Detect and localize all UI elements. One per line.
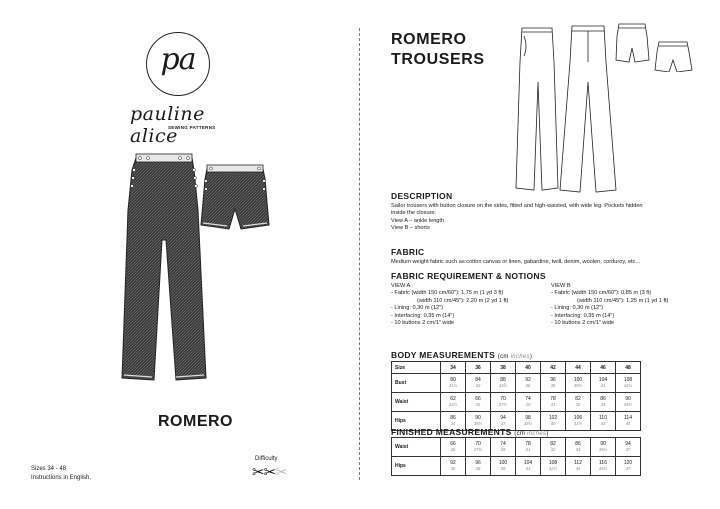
measure-cell: 94 37 — [616, 438, 641, 457]
view-a-requirements — [391, 283, 551, 327]
description-text — [391, 203, 691, 233]
trousers-illustration — [118, 150, 210, 385]
description-heading: DESCRIPTION — [391, 191, 453, 201]
sizes-line: Sizes 34 - 48 — [31, 466, 67, 472]
measure-cell: 88 34½ — [491, 374, 516, 393]
row-label: Waist — [392, 393, 441, 412]
measure-cell: 86 34 — [591, 393, 616, 412]
size-header: Size — [392, 362, 441, 374]
requirement-line: - 10 buttons 2 cm/1" wide — [551, 320, 614, 327]
size-cell: 38 — [491, 362, 516, 374]
measure-cell: 90 35½ — [591, 438, 616, 457]
description-line: View B – shorts — [391, 225, 430, 232]
measure-cell: 74 29 — [491, 438, 516, 457]
measure-cell: 66 26 — [441, 438, 466, 457]
page-title — [391, 30, 485, 70]
unit-cm: (cm — [497, 354, 509, 360]
description-line: inside the closure. — [391, 210, 437, 217]
measure-cell: 92 36 — [516, 374, 541, 393]
measure-cell: 92 36 — [441, 457, 466, 476]
row-label: Bust — [392, 374, 441, 393]
technical-drawing-trousers — [512, 22, 622, 194]
measure-cell: 100 39 — [491, 457, 516, 476]
language-line: Instructions in English. — [31, 475, 92, 481]
size-cell: 44 — [566, 362, 591, 374]
measure-cell: 84 33 — [466, 374, 491, 393]
measure-cell: 102 40 — [541, 412, 566, 431]
requirement-line: - 10 buttons 2 cm/1" wide — [391, 320, 454, 327]
measure-cell: 100 39½ — [566, 374, 591, 393]
measure-cell: 106 41½ — [566, 412, 591, 431]
measure-cell: 86 34 — [566, 438, 591, 457]
fabric-text: Medium weight fabric such as cotton canvas or linen, gabardine, twill, denim, woolen, corduroy, etc... — [391, 259, 640, 265]
heading-text: FINISHED MEASUREMENTS — [391, 427, 512, 437]
body-measurements-heading — [391, 350, 532, 360]
measure-cell: 104 41 — [591, 374, 616, 393]
description-line: Sailor trousers with button closure on the sides, fitted and high-waisted, with wide leg. Pockets hidden — [391, 203, 643, 209]
row-label: Waist — [392, 438, 441, 457]
size-cell: 34 — [441, 362, 466, 374]
unit-close: ) — [529, 354, 533, 360]
pattern-name: ROMERO — [158, 413, 233, 430]
view-a-title: VIEW A — [391, 283, 411, 289]
table-row — [392, 457, 641, 476]
technical-drawing-shorts — [615, 20, 695, 72]
requirement-line: - Interfacing: 0,35 m (14") — [551, 312, 615, 319]
table-header-row — [392, 362, 641, 374]
measure-cell: 108 42½ — [541, 457, 566, 476]
brand-subtitle: SEWING PATTERNS — [168, 125, 216, 130]
view-b-requirements — [551, 283, 701, 327]
row-label: Hips — [392, 457, 441, 476]
measure-cell: 96 38 — [541, 374, 566, 393]
measure-cell: 112 44 — [566, 457, 591, 476]
measure-cell: 82 32 — [566, 393, 591, 412]
scissors-icon: ✂ — [263, 464, 276, 481]
measure-cell: 82 32 — [541, 438, 566, 457]
size-cell: 46 — [591, 362, 616, 374]
measure-cell: 94 37 — [491, 412, 516, 431]
size-cell: 42 — [541, 362, 566, 374]
unit-close: ) — [546, 431, 549, 437]
body-measurements-table — [391, 361, 641, 431]
measure-cell: 96 38 — [466, 457, 491, 476]
requirement-line: (width 110 cm/45"): 1,25 m (1 yd 1 ft) — [577, 297, 669, 304]
requirements-heading: FABRIC REQUIREMENT & NOTIONS — [391, 271, 546, 281]
requirement-line: - Fabric (width 150 cm/60"): 1,75 m (1 yd 3 ft) — [391, 290, 504, 297]
measure-cell: 110 43 — [591, 412, 616, 431]
view-b-title: VIEW B — [551, 283, 571, 289]
title-line-2: TROUSERS — [391, 51, 485, 68]
description-line: View A – ankle length — [391, 217, 445, 224]
page-divider — [359, 28, 360, 480]
measure-cell: 80 31½ — [441, 374, 466, 393]
requirement-line: - Fabric (width 150 cm/60"): 0,85 m (3 ft) — [551, 290, 652, 297]
measure-cell: 78 31 — [516, 438, 541, 457]
finished-measurements-heading — [391, 427, 549, 437]
measure-cell: 86 34 — [441, 412, 466, 431]
heading-text: BODY MEASUREMENTS — [391, 350, 496, 360]
measure-cell: 98 38½ — [516, 412, 541, 431]
scissors-icon: ✂ — [252, 464, 264, 481]
requirement-line: - Lining: 0,30 m (12") — [391, 305, 444, 312]
measure-cell: 70 27½ — [491, 393, 516, 412]
measure-cell: 116 45½ — [591, 457, 616, 476]
unit-inches: inches — [527, 431, 547, 437]
size-range-info — [31, 465, 91, 483]
brand-name: pauline alice — [130, 103, 205, 147]
finished-measurements-table — [391, 437, 641, 476]
fabric-heading: FABRIC — [391, 247, 425, 257]
table-row — [392, 374, 641, 393]
unit-inches: inches — [510, 354, 530, 360]
size-cell: 40 — [516, 362, 541, 374]
measure-cell: 114 45 — [616, 412, 641, 431]
size-cell: 48 — [616, 362, 641, 374]
measure-cell: 104 41 — [516, 457, 541, 476]
requirement-line: - Lining: 0,30 m (12") — [551, 305, 604, 312]
measure-cell: 74 29 — [516, 393, 541, 412]
requirement-line: - Interfacing: 0,35 m (14") — [391, 312, 455, 319]
difficulty-label: Difficulty — [255, 456, 278, 462]
logo-monogram: pa — [160, 42, 196, 77]
measure-cell: 120 47 — [616, 457, 641, 476]
title-line-1: ROMERO — [391, 31, 467, 48]
measure-cell: 90 35½ — [616, 393, 641, 412]
measure-cell: 78 31 — [541, 393, 566, 412]
table-row — [392, 393, 641, 412]
difficulty-rating — [252, 463, 287, 481]
size-cell: 36 — [466, 362, 491, 374]
measure-cell: 90 35½ — [466, 412, 491, 431]
table-row — [392, 438, 641, 457]
unit-cm: (cm — [514, 431, 526, 437]
scissors-icon: ✂ — [275, 464, 287, 481]
measure-cell: 70 27½ — [466, 438, 491, 457]
measure-cell: 62 24½ — [441, 393, 466, 412]
measure-cell: 108 42½ — [616, 374, 641, 393]
requirement-line: (width 110 cm/45"): 2,20 m (2 yd 1 ft) — [417, 297, 509, 304]
measure-cell: 66 26 — [466, 393, 491, 412]
shorts-illustration — [199, 163, 271, 233]
row-label: Hips — [392, 412, 441, 431]
